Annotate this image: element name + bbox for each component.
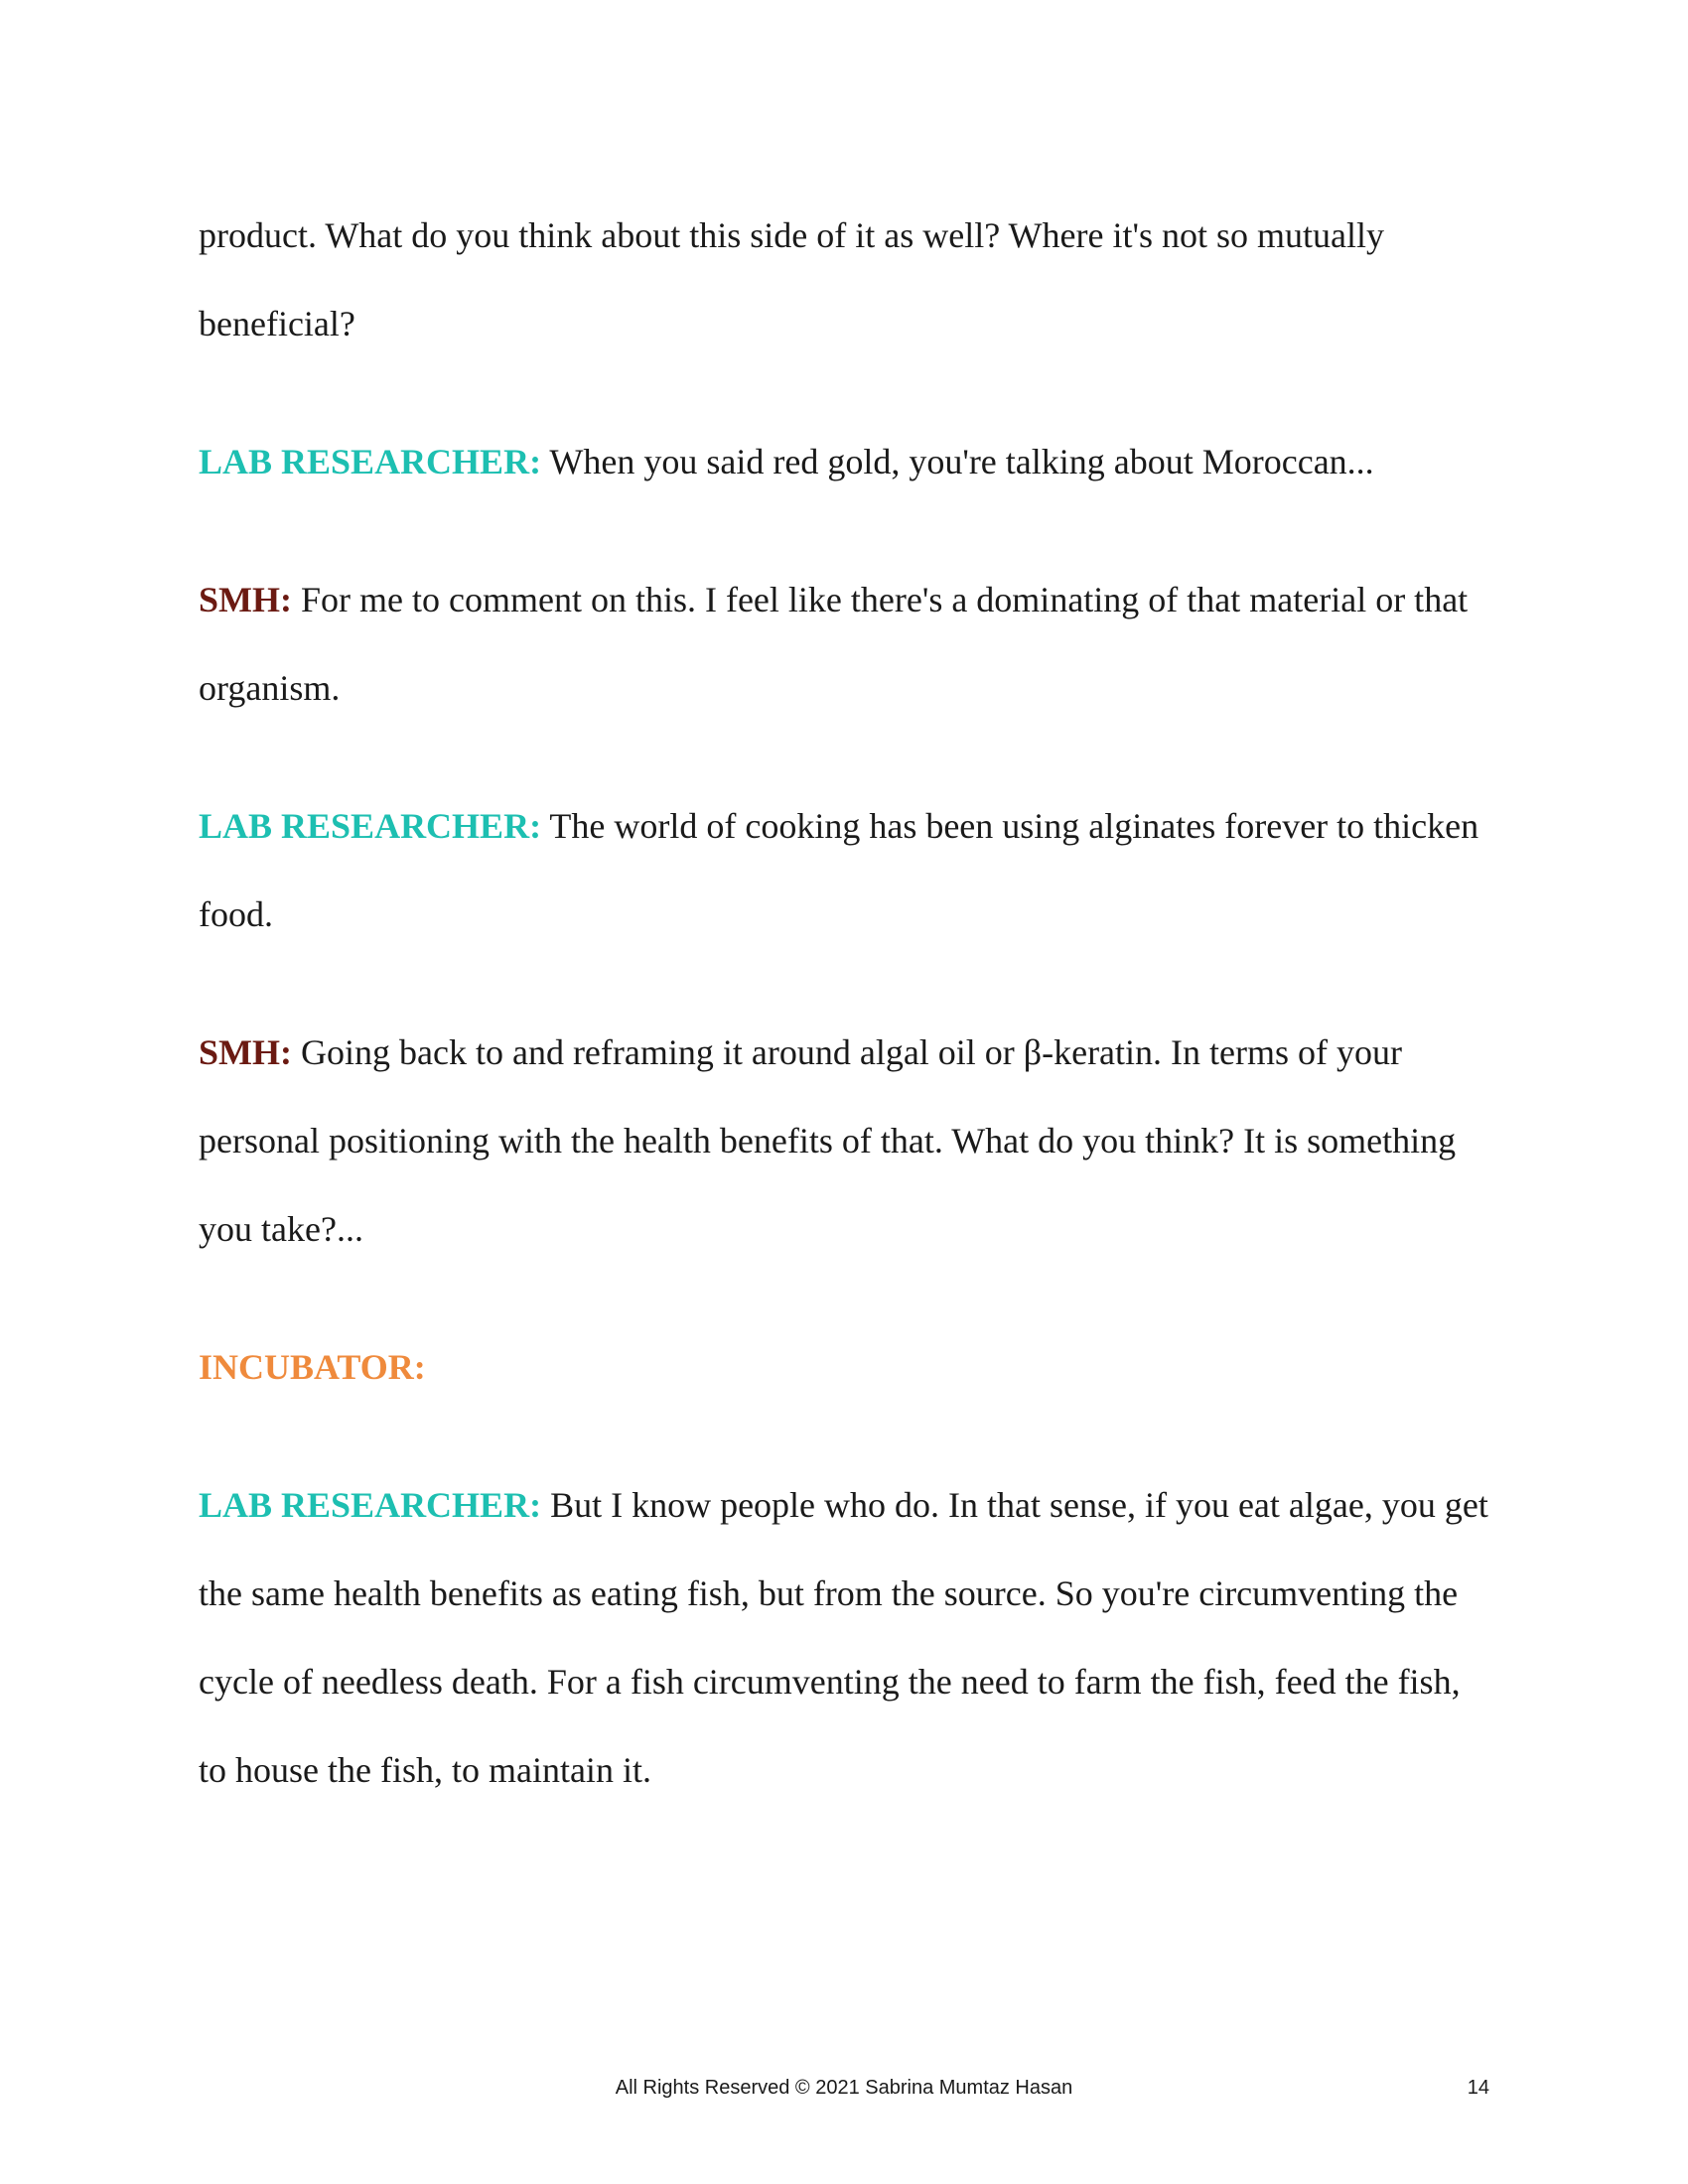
paragraph-text: For me to comment on this. I feel like there's a dominating of that material or that organism. [199, 580, 1469, 708]
transcript-paragraph [199, 1009, 1489, 1274]
transcript-paragraph [199, 556, 1489, 733]
speaker-label: SMH: [199, 1032, 292, 1072]
transcript-paragraph [199, 192, 1489, 368]
transcript-paragraph [199, 1323, 1489, 1412]
transcript-body [199, 192, 1489, 1864]
speaker-label: INCUBATOR: [199, 1347, 426, 1387]
paragraph-text: When you said red gold, you're talking about Moroccan... [541, 442, 1374, 481]
paragraph-text: Going back to and reframing it around algal oil or β-keratin. In terms of your personal positioning with the health benefits of that. What do you think? It is something you take?... [199, 1032, 1457, 1249]
speaker-label: LAB RESEARCHER: [199, 1485, 542, 1525]
paragraph-text: But I know people who do. In that sense, if you eat algae, you get the same health benefits as eating fish, but from the source. So you're circumventing the cycle of needless death. For a fish circumventing the need to farm the fish, feed the fish, to house the fish, to maintain it. [199, 1485, 1488, 1790]
copyright-notice: All Rights Reserved © 2021 Sabrina Mumtaz Hasan [615, 2077, 1073, 2099]
paragraph-text: product. What do you think about this side of it as well? Where it's not so mutually beneficial? [199, 215, 1384, 343]
speaker-label: SMH: [199, 580, 292, 619]
speaker-label: LAB RESEARCHER: [199, 442, 542, 481]
transcript-paragraph [199, 782, 1489, 959]
page-number: 14 [1467, 2077, 1489, 2099]
transcript-paragraph [199, 418, 1489, 506]
paragraph-text: The world of cooking has been using alginates forever to thicken food. [199, 806, 1479, 934]
speaker-label: LAB RESEARCHER: [199, 806, 542, 846]
transcript-paragraph [199, 1461, 1489, 1815]
